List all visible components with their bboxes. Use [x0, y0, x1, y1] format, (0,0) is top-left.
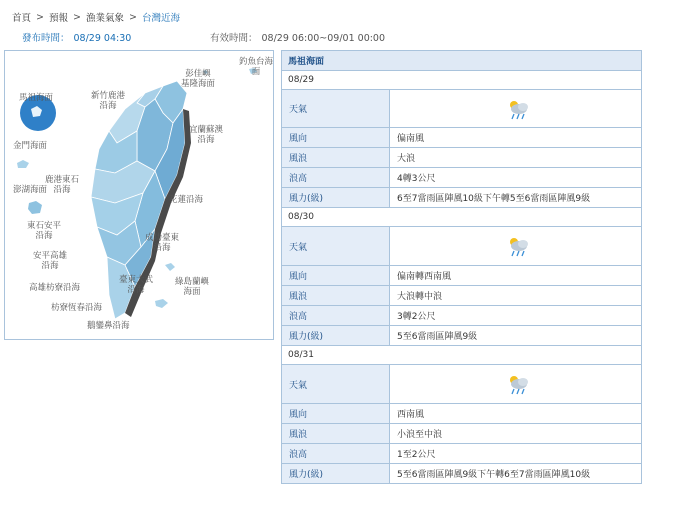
wind-direction-value: 偏南風 [397, 134, 425, 144]
forecast-table [281, 50, 642, 484]
issue-time-label: 發布時間： [22, 33, 70, 44]
wave-height-label: 浪高 [282, 168, 390, 187]
map-label-lukang-dongshi[interactable]: 鹿港東石 沿海 [45, 175, 80, 195]
map-label-eluanbi[interactable]: 鵝鑾鼻沿海 [87, 321, 130, 331]
map-label-pengjia-keelung[interactable]: 彭佳嶼 基隆海面 [181, 69, 216, 89]
wind-force-label: 風力(級) [282, 464, 390, 483]
cloud-sun-rain-icon [505, 98, 531, 120]
valid-time-value: 08/29 06:00~09/01 00:00 [261, 33, 386, 44]
wave-label: 風浪 [282, 286, 390, 305]
valid-time [210, 30, 385, 44]
map-label-kaohsiung-fangliao[interactable]: 高雄枋寮沿海 [29, 283, 81, 293]
breadcrumb-separator: > [128, 11, 137, 23]
breadcrumb-forecast-link[interactable]: 預報 [48, 13, 68, 24]
wave-value: 大浪轉中浪 [397, 292, 443, 302]
lanyu-island[interactable] [155, 299, 168, 308]
weather-row [282, 90, 641, 128]
cloud-sun-rain-icon [505, 373, 531, 395]
wave-row [282, 286, 641, 306]
wind-force-label: 風力(級) [282, 188, 390, 207]
map-label-hualien[interactable]: 花蓮沿海 [169, 195, 204, 205]
wind-force-label: 風力(級) [282, 326, 390, 345]
wave-height-label: 浪高 [282, 444, 390, 463]
weather-label: 天氣 [282, 365, 390, 403]
map-label-diaoyutai[interactable]: 釣魚台海面 [239, 57, 274, 77]
issue-time-value: 08/29 04:30 [73, 33, 132, 44]
wave-height-row [282, 444, 641, 464]
map-label-penghu[interactable]: 澎湖海面 [13, 185, 48, 195]
wave-value: 大浪 [397, 154, 416, 164]
wind-force-value: 5至6當雨區陣風9級 [397, 332, 478, 342]
wind-direction-value: 西南風 [397, 410, 425, 420]
breadcrumb-separator: > [73, 11, 81, 23]
wave-height-value: 3轉2公尺 [397, 312, 436, 322]
weather-label: 天氣 [282, 90, 390, 127]
area-header: 馬祖海面 [282, 51, 641, 71]
breadcrumb [12, 10, 180, 24]
wind-direction-row [282, 404, 641, 424]
wind-direction-row [282, 266, 641, 286]
wind-direction-label: 風向 [282, 128, 390, 147]
wind-force-row [282, 188, 641, 208]
coastal-zone-map [4, 50, 274, 340]
date-row: 08/29 [282, 71, 641, 90]
weather-label: 天氣 [282, 227, 390, 265]
map-label-taitung-dawu[interactable]: 臺東大武 沿海 [119, 275, 154, 295]
wave-row [282, 148, 641, 168]
weather-value [390, 90, 641, 127]
green-island[interactable] [165, 263, 175, 271]
wave-row [282, 424, 641, 444]
kinmen-island[interactable] [17, 160, 29, 168]
weather-row [282, 227, 641, 266]
wind-force-value: 6至7當雨區陣風10級下午轉5至6當雨區陣風9級 [397, 194, 591, 204]
wave-height-row [282, 306, 641, 326]
breadcrumb-fishery-link[interactable]: 漁業氣象 [85, 13, 124, 24]
breadcrumb-separator: > [36, 11, 44, 23]
map-label-chenggong-taitung[interactable]: 成功臺東 沿海 [145, 233, 180, 253]
map-label-hsinchu-lukang[interactable]: 新竹鹿港 沿海 [91, 91, 126, 111]
wind-force-row [282, 326, 641, 346]
wave-height-row [282, 168, 641, 188]
weather-value [390, 227, 641, 265]
map-label-anping-kaohsiung[interactable]: 安平高雄 沿海 [33, 251, 68, 271]
wave-label: 風浪 [282, 424, 390, 443]
penghu-island[interactable] [28, 201, 42, 214]
valid-time-label: 有效時間： [210, 33, 258, 44]
map-label-kinmen[interactable]: 金門海面 [13, 141, 48, 151]
wave-label: 風浪 [282, 148, 390, 167]
wind-direction-label: 風向 [282, 266, 390, 285]
wave-height-value: 1至2公尺 [397, 450, 436, 460]
breadcrumb-home-link[interactable]: 首頁 [12, 13, 32, 24]
map-label-fangliao-hengchun[interactable]: 枋寮恆春沿海 [51, 303, 103, 313]
issue-time [22, 30, 131, 44]
cloud-sun-rain-icon [505, 235, 531, 257]
wind-direction-value: 偏南轉西南風 [397, 272, 452, 282]
wind-direction-row [282, 128, 641, 148]
date-row: 08/30 [282, 208, 641, 227]
wave-value: 小浪至中浪 [397, 430, 443, 440]
map-label-dongshi-anping[interactable]: 東石安平 沿海 [27, 221, 62, 241]
date-row: 08/31 [282, 346, 641, 365]
map-label-yilan-suao[interactable]: 宜蘭蘇澳 沿海 [189, 125, 224, 145]
wave-height-value: 4轉3公尺 [397, 174, 436, 184]
wind-force-row [282, 464, 641, 484]
map-label-matsu[interactable]: 馬祖海面 [19, 93, 54, 103]
weather-value [390, 365, 641, 403]
map-label-green-lanyu[interactable]: 綠島蘭嶼 海面 [175, 277, 210, 297]
wave-height-label: 浪高 [282, 306, 390, 325]
weather-row [282, 365, 641, 404]
wind-force-value: 5至6當雨區陣風9級下午轉6至7當雨區陣風10級 [397, 470, 591, 480]
breadcrumb-current[interactable]: 台灣近海 [141, 13, 180, 24]
wind-direction-label: 風向 [282, 404, 390, 423]
